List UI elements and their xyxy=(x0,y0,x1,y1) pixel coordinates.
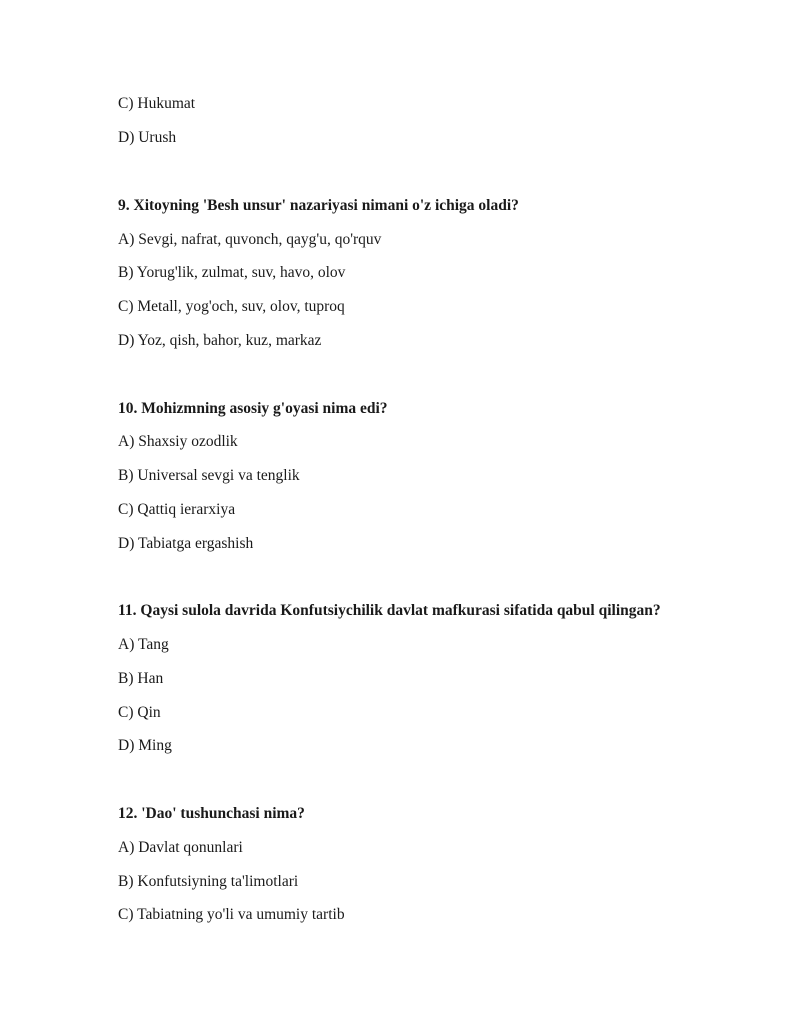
q12-question: 12. 'Dao' tushunchasi nima? xyxy=(118,805,305,822)
q11-option-b: B) Han xyxy=(118,670,164,687)
q9-option-d: D) Yoz, qish, bahor, kuz, markaz xyxy=(118,332,322,349)
q11-option-c: C) Qin xyxy=(118,704,161,721)
q11-option-d: D) Ming xyxy=(118,737,172,754)
q10-option-a: A) Shaxsiy ozodlik xyxy=(118,433,238,450)
q10-option-b: B) Universal sevgi va tenglik xyxy=(118,467,300,484)
q9-option-b: B) Yorug'lik, zulmat, suv, havo, olov xyxy=(118,264,346,281)
q11-option-a: A) Tang xyxy=(118,636,169,653)
q9-question: 9. Xitoyning 'Besh unsur' nazariyasi nimani o'z ichiga oladi? xyxy=(118,197,519,214)
q10-question: 10. Mohizmning asosiy g'oyasi nima edi? xyxy=(118,400,388,417)
q10-option-c: C) Qattiq ierarxiya xyxy=(118,501,236,518)
q11-question: 11. Qaysi sulola davrida Konfutsiychilik davlat mafkurasi sifatida qabul qilingan? xyxy=(118,602,661,619)
q12-option-c: C) Tabiatning yo'li va umumiy tartib xyxy=(118,906,345,923)
q8-option-d: D) Urush xyxy=(118,129,177,146)
q10-option-d: D) Tabiatga ergashish xyxy=(118,535,254,552)
q9-option-a: A) Sevgi, nafrat, quvonch, qayg'u, qo'rquv xyxy=(118,231,382,248)
q12-option-a: A) Davlat qonunlari xyxy=(118,839,243,856)
q9-option-c: C) Metall, yog'och, suv, olov, tuproq xyxy=(118,298,345,315)
q12-option-b: B) Konfutsiyning ta'limotlari xyxy=(118,873,299,890)
q8-option-c: C) Hukumat xyxy=(118,95,196,112)
